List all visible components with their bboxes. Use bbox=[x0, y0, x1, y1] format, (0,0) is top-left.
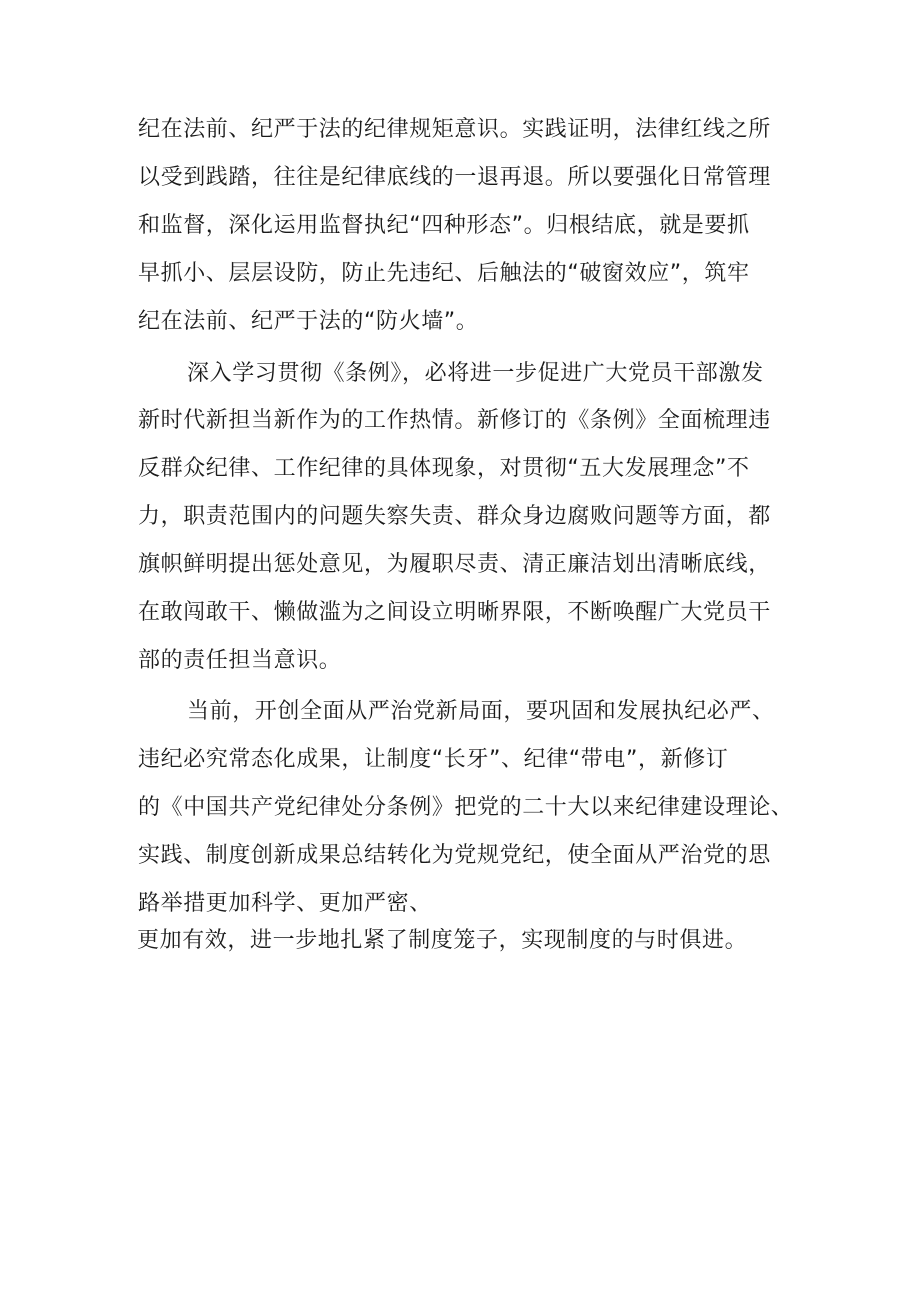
paragraph-line: 力，职责范围内的问题失察失责、群众身边腐败问题等方面，都 bbox=[138, 504, 771, 529]
paragraph-line: 纪在法前、纪严于法的纪律规矩意识。实践证明，法律红线之所 bbox=[138, 117, 771, 142]
paragraph-line: 路举措更加科学、更加严密、 bbox=[138, 891, 432, 916]
paragraph-line: 旗帜鲜明提出惩处意见，为履职尽责、清正廉洁划出清晰底线， bbox=[138, 552, 771, 577]
paragraph-line: 在敢闯敢干、懒做滥为之间设立明晰界限，不断唤醒广大党员干 bbox=[138, 600, 771, 625]
paragraph-line: 部的责任担当意识。 bbox=[138, 648, 342, 673]
paragraph-line: 实践、制度创新成果总结转化为党规党纪，使全面从严治党的思 bbox=[138, 843, 771, 868]
paragraph-line: 违纪必究常态化成果，让制度“长牙”、纪律“带电”，新修订 bbox=[138, 747, 729, 772]
paragraph-line: 新时代新担当新作为的工作热情。新修订的《条例》全面梳理违 bbox=[138, 408, 771, 433]
paragraph-line: 早抓小、层层设防，防止先违纪、后触法的“破窗效应”，筑牢 bbox=[138, 261, 750, 286]
paragraph-line: 深入学习贯彻《条例》，必将进一步促进广大党员干部激发 bbox=[187, 361, 764, 386]
paragraph-line: 纪在法前、纪严于法的“防火墙”。 bbox=[138, 309, 479, 334]
paragraph-line: 更加有效，进一步地扎紧了制度笼子，实现制度的与时俱进。 bbox=[137, 928, 748, 953]
paragraph-line: 和监督，深化运用监督执纪“四种形态”。归根结底，就是要抓 bbox=[138, 213, 750, 238]
paragraph-line: 以受到践踏，往往是纪律底线的一退再退。所以要强化日常管理 bbox=[138, 165, 771, 190]
paragraph-line: 的《中国共产党纪律处分条例》把党的二十大以来纪律建设理论、 bbox=[138, 795, 794, 820]
paragraph-line: 反群众纪律、工作纪律的具体现象，对贯彻“五大发展理念”不 bbox=[138, 456, 750, 481]
paragraph-line: 当前，开创全面从严治党新局面，要巩固和发展执纪必严、 bbox=[187, 699, 775, 724]
